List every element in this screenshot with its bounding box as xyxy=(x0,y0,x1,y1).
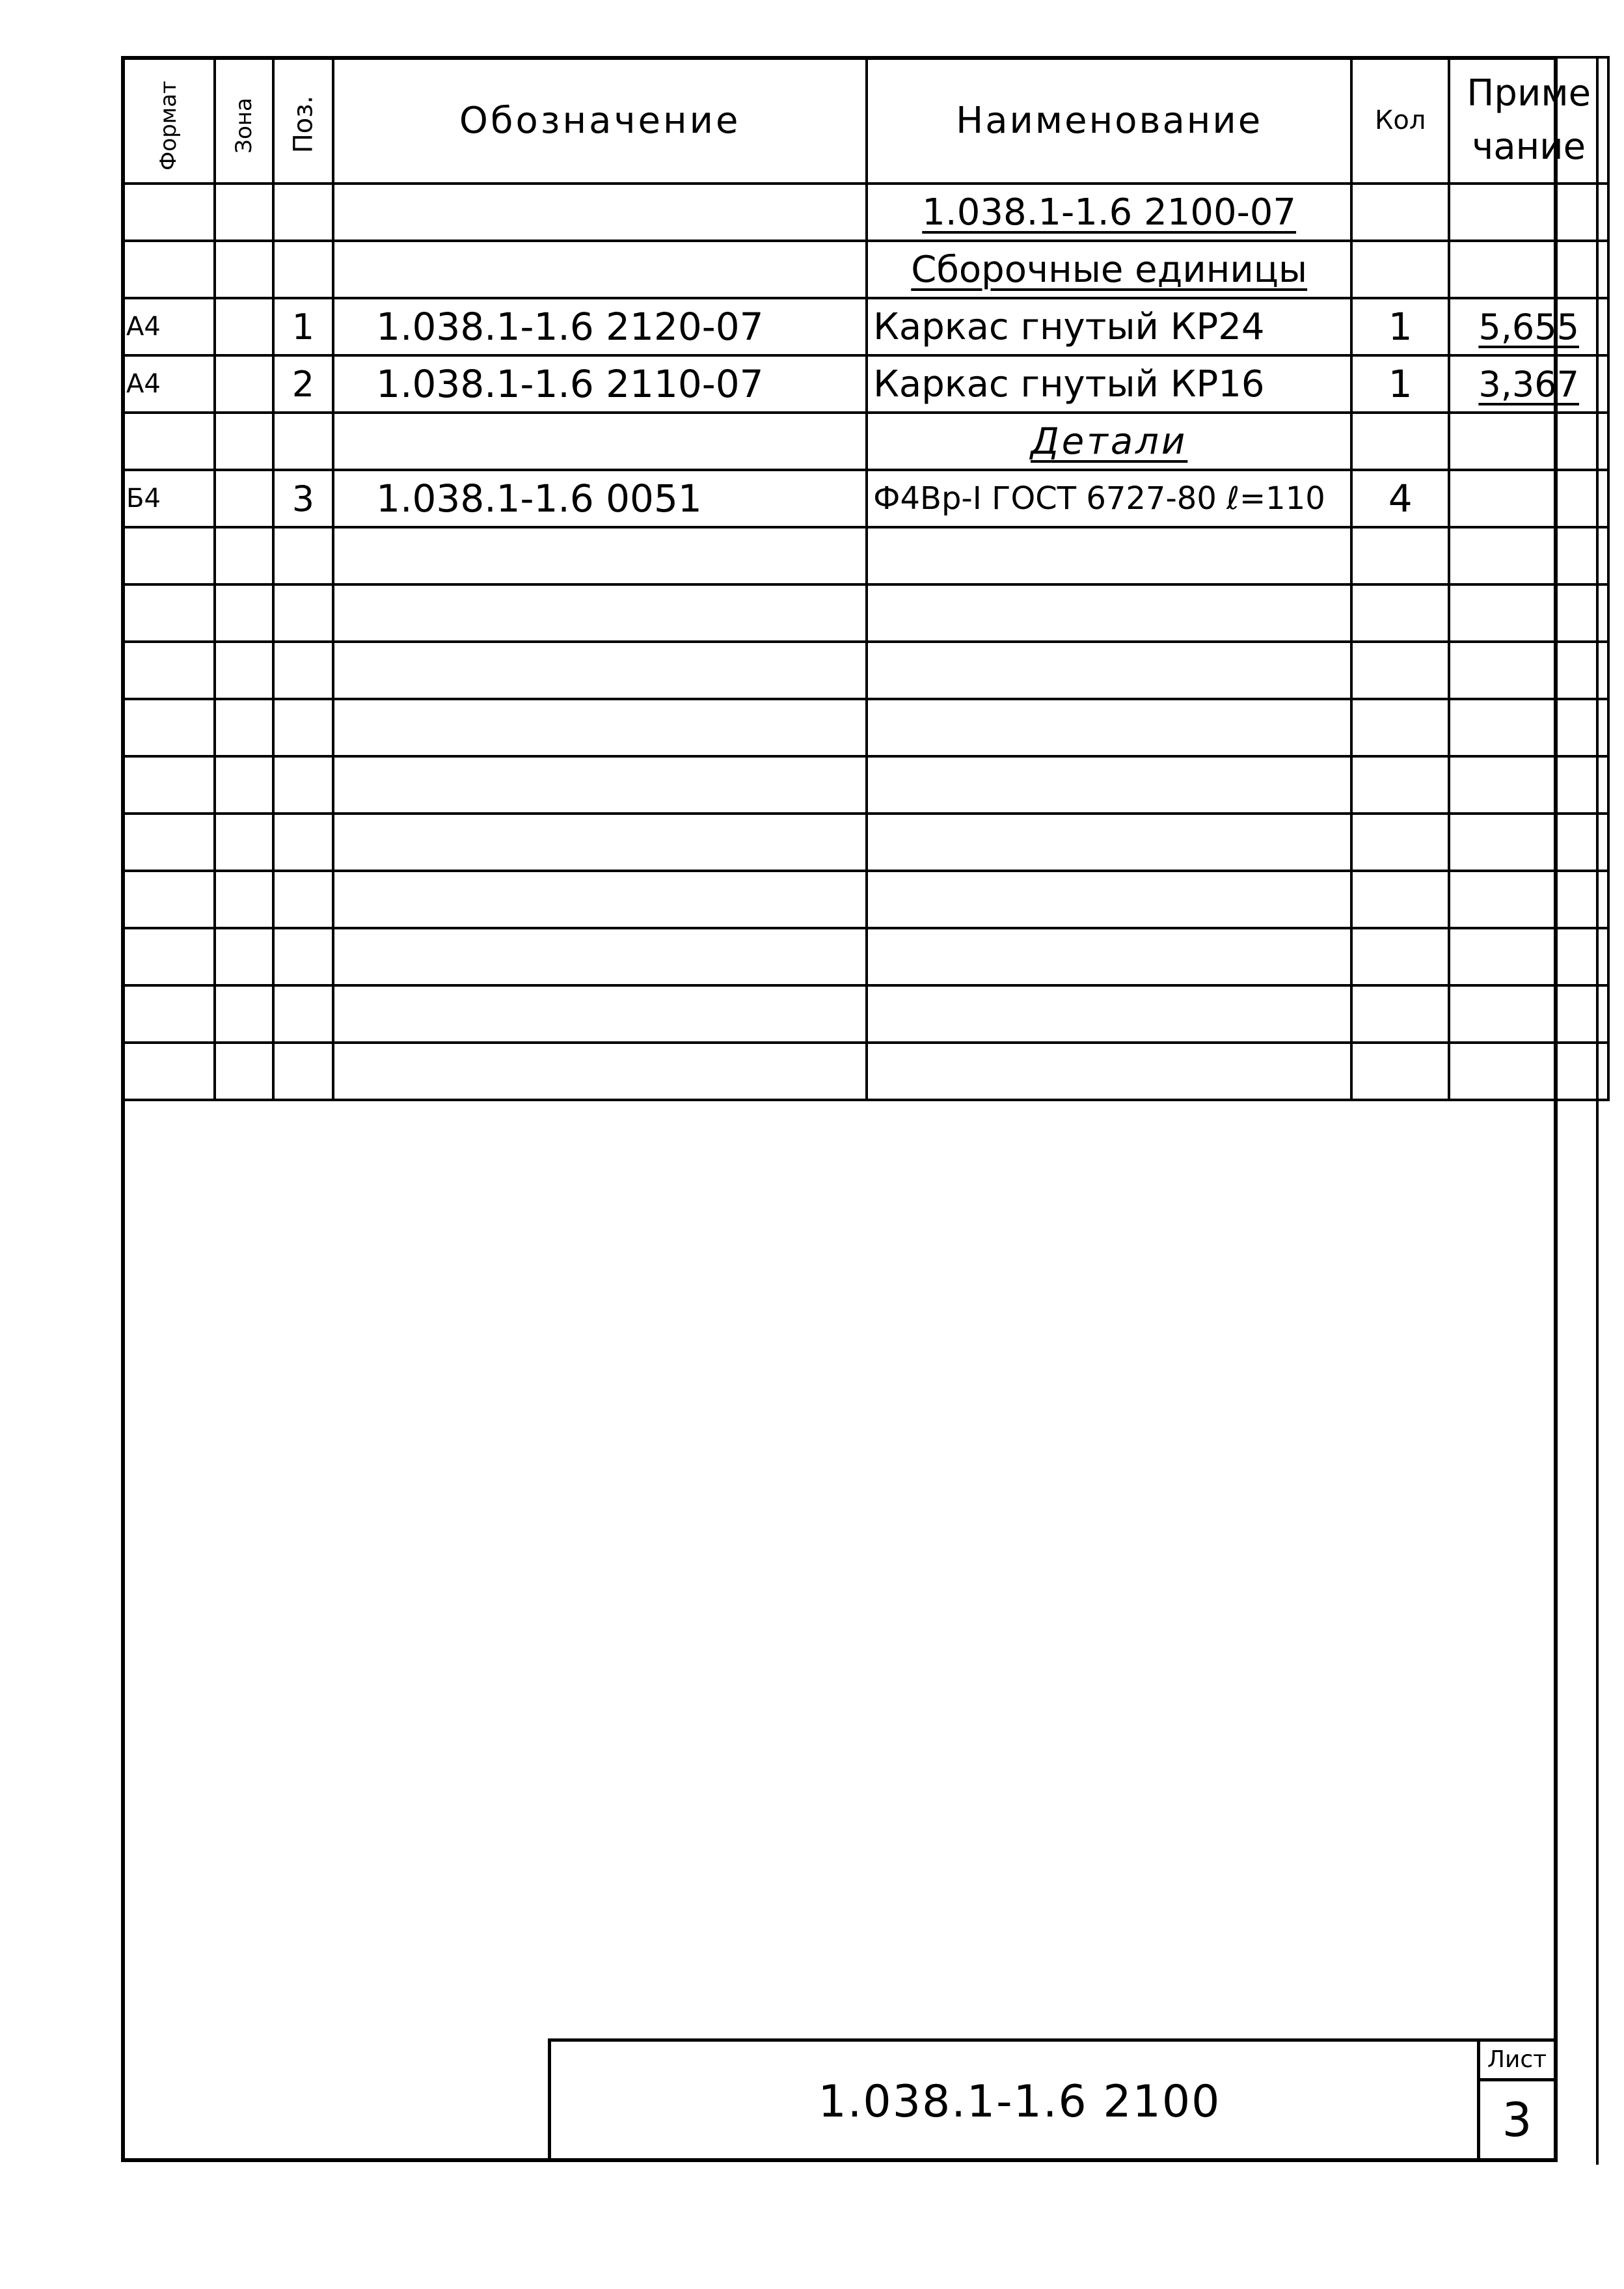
empty-row xyxy=(122,699,1608,756)
table-row xyxy=(122,184,1608,241)
empty-row xyxy=(122,1043,1608,1100)
empty-row xyxy=(122,814,1608,871)
empty-row xyxy=(122,584,1608,642)
title-block xyxy=(548,2038,1554,2158)
empty-row xyxy=(122,985,1608,1043)
section-heading-parts: Детали xyxy=(867,413,1351,470)
header-pos: Поз. xyxy=(273,57,334,184)
specification-table xyxy=(121,56,1610,1101)
header-note: Приме чание xyxy=(1449,57,1608,184)
section-heading-assemblies: Сборочные единицы xyxy=(867,241,1351,298)
header-row xyxy=(122,57,1608,184)
document-code-heading: 1.038.1-1.6 2100-07 xyxy=(867,184,1351,241)
empty-row xyxy=(122,871,1608,928)
empty-row xyxy=(122,756,1608,814)
empty-row xyxy=(122,642,1608,699)
header-name: Наименование xyxy=(867,57,1351,184)
empty-row xyxy=(122,928,1608,985)
table-row: А4 2 1.038.1-1.6 2110-07 Каркас гнутый КР16 1 3,367 xyxy=(122,355,1608,413)
document-code: 1.038.1-1.6 2100 xyxy=(818,2076,1221,2128)
table-row xyxy=(122,413,1608,470)
table-row: А4 1 1.038.1-1.6 2120-07 Каркас гнутый КР24 1 5,655 xyxy=(122,298,1608,355)
table-row xyxy=(122,241,1608,298)
sheet-number-box xyxy=(1477,2038,1554,2158)
header-zone: Зона xyxy=(215,57,273,184)
header-designation: Обозначение xyxy=(333,57,867,184)
table-row: Б4 3 1.038.1-1.6 0051 Ф4Вр-I ГОСТ 6727-80 ℓ=110 4 xyxy=(122,470,1608,527)
header-format: Формат xyxy=(122,57,215,184)
sheet-label: Лист xyxy=(1480,2038,1554,2081)
sheet-number: 3 xyxy=(1502,2092,1532,2147)
empty-row xyxy=(122,527,1608,584)
header-qty: Кол xyxy=(1351,57,1449,184)
